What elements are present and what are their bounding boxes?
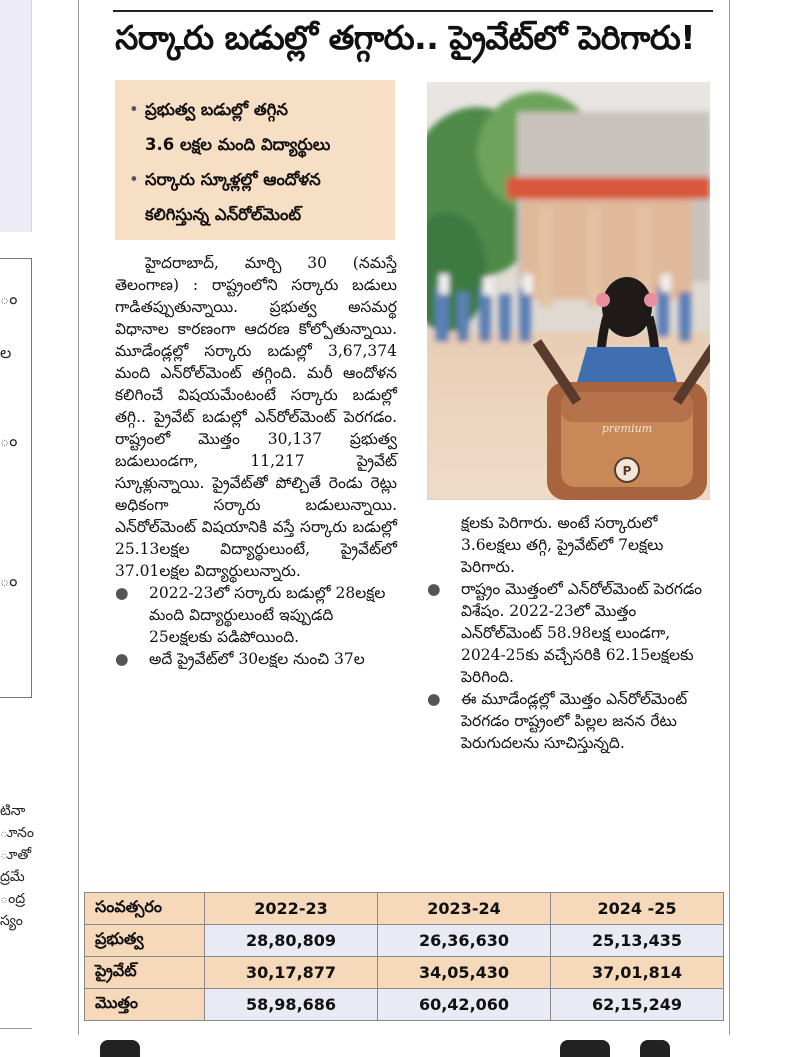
highlight-line: ప్రభుత్వ బడుల్లో తగ్గిన (145, 100, 288, 119)
bullet-point (115, 582, 397, 648)
headline: సర్కారు బడుల్లో తగ్గారు.. ప్రైవేట్‌లో పెరిగారు! (115, 18, 695, 57)
adjacent-line: ూనం (0, 825, 34, 841)
table-cell: 60,42,060 (378, 989, 551, 1021)
row-label: మొత్తం (85, 989, 205, 1021)
bullet-icon: ● (115, 584, 129, 602)
divider (113, 10, 713, 12)
adjacent-frame (0, 258, 32, 698)
article-body-left (115, 252, 397, 670)
news-article (78, 0, 730, 1035)
table-header-cell: సంవత్సరం (85, 893, 205, 925)
adjacent-text (0, 800, 40, 932)
school-photo (427, 82, 710, 500)
table-cell: 37,01,814 (551, 957, 724, 989)
highlights-box (115, 80, 395, 240)
continuation-text: క్షలకు పెరిగారు. అంటే సర్కారులో 3.6లక్షలు తగ్గి, ప్రైవేట్‌లో 7లక్షలు పెరిగారు. (461, 514, 664, 576)
adjacent-ad-box (0, 0, 32, 232)
adjacent-glyph: ం (0, 571, 18, 590)
table-cell: 25,13,435 (551, 925, 724, 957)
table-header-cell: 2024 -25 (551, 893, 724, 925)
highlight-line: సర్కారు స్కూళ్లల్లో ఆందోళన (145, 170, 321, 189)
adjacent-line: ద్రమే (0, 869, 25, 885)
table-header-cell: 2022-23 (205, 893, 378, 925)
bag-badge: P (622, 464, 632, 478)
row-label: ప్రభుత్వ (85, 925, 205, 957)
bullet-text: 2022-23లో సర్కారు బడుల్లో 28లక్షల మంది విద్యార్థులుంటే ఇప్పుడది 25లక్షలకు పడిపోయింది. (149, 584, 386, 646)
bullet-point (427, 578, 710, 688)
bullet-icon: ● (427, 690, 441, 708)
highlight-item (129, 162, 385, 232)
highlight-item (129, 92, 385, 162)
bullet-point (115, 648, 397, 670)
highlight-line: కలిగిస్తున్న ఎన్‌రోల్‌మెంట్ (145, 205, 302, 224)
highlight-line: 3.6 లక్షల మంది విద్యార్థులు (145, 135, 331, 154)
table-cell: 34,05,430 (378, 957, 551, 989)
table-row (85, 925, 724, 957)
lead-paragraph: హైదరాబాద్, మార్చి 30 (నమస్తే తెలంగాణ) : రాష్ట్రంలోని సర్కారు బడులు గాడితప్పుతున్నాయి. ప్రభుత్వ అసమర్థ విధానాల కారణంగా ఆదరణ కోల్పోతున్నాయి. మూడేండ్లల్లో సర్కారు బడుల్లో 3,67,374 మంది ఎన్‌రోల్‌మెంట్ తగ్గింది. మరీ ఆందోళన కలిగించే విషయమేంటంటే సర్కారు బడుల్లో తగ్గి.. ప్రైవేట్ బడుల్లో ఎన్‌రోల్‌మెంట్ పెరగడం. రాష్ట్రంలో మొత్తం 30,137 ప్రభుత్వ బడులుండగా, 11,217 ప్రైవేట్ స్కూళ్లున్నాయి. ప్రైవేట్‌తో పోల్చితే రెండు రెట్లు అధికంగా సర్కారు బడులున్నాయి. ఎన్‌రోల్‌మెంట్ విషయానికి వస్తే సర్కారు బడుల్లో 25.13లక్షల విద్యార్థులుంటే, ప్రైవేట్‌లో 37.01లక్షల విద్యార్థులున్నారు. (115, 254, 397, 580)
divider (0, 1028, 32, 1029)
bullet-icon: • (129, 100, 139, 119)
table-header-row (85, 893, 724, 925)
adjacent-column (0, 0, 60, 1057)
table-cell: 26,36,630 (378, 925, 551, 957)
table-cell: 58,98,686 (205, 989, 378, 1021)
bullet-icon: • (129, 170, 139, 189)
school-girl-illustration (427, 82, 710, 500)
table-cell: 28,80,809 (205, 925, 378, 957)
table-cell: 62,15,249 (551, 989, 724, 1021)
bag-label: premium (601, 422, 653, 435)
table-cell: 30,17,877 (205, 957, 378, 989)
article-body-right (427, 512, 710, 754)
bullet-text: రాష్ట్రం మొత్తంలో ఎన్‌రోల్‌మెంట్ పెరగడం విశేషం. 2022-23లో మొత్తం ఎన్‌రోల్‌మెంట్ 58.98లక్ష లుండగా, 2024-25కు వచ్చేసరికి 62.15లక్షలకు పెరిగింది. (461, 580, 703, 686)
adjacent-glyph: ల (0, 343, 12, 362)
table-row (85, 957, 724, 989)
enrollment-table (84, 892, 724, 1021)
bullet-text: అదే ప్రైవేట్‌లో 30లక్షల నుంచి 37ల (149, 650, 365, 668)
next-headline-fragment (0, 1040, 800, 1057)
adjacent-line: ంద్ర (0, 891, 26, 907)
adjacent-glyph: ం (0, 289, 18, 308)
bullet-icon: ● (115, 650, 129, 668)
table-header-cell: 2023-24 (378, 893, 551, 925)
row-label: ప్రైవేట్ (85, 957, 205, 989)
adjacent-glyph: ం (0, 431, 18, 450)
bullet-text: ఈ మూడేండ్లల్లో మొత్తం ఎన్‌రోల్‌మెంట్ పెరగడం రాష్ట్రంలో పిల్లల జనన రేటు పెరుగుదలను సూచిస్తున్నది. (461, 690, 688, 752)
adjacent-line: స్యం (0, 913, 23, 929)
bullet-point (427, 688, 710, 754)
table-row (85, 989, 724, 1021)
adjacent-line: టినా (0, 803, 26, 819)
adjacent-line: ూతో (0, 847, 32, 863)
bullet-icon: ● (427, 580, 441, 598)
